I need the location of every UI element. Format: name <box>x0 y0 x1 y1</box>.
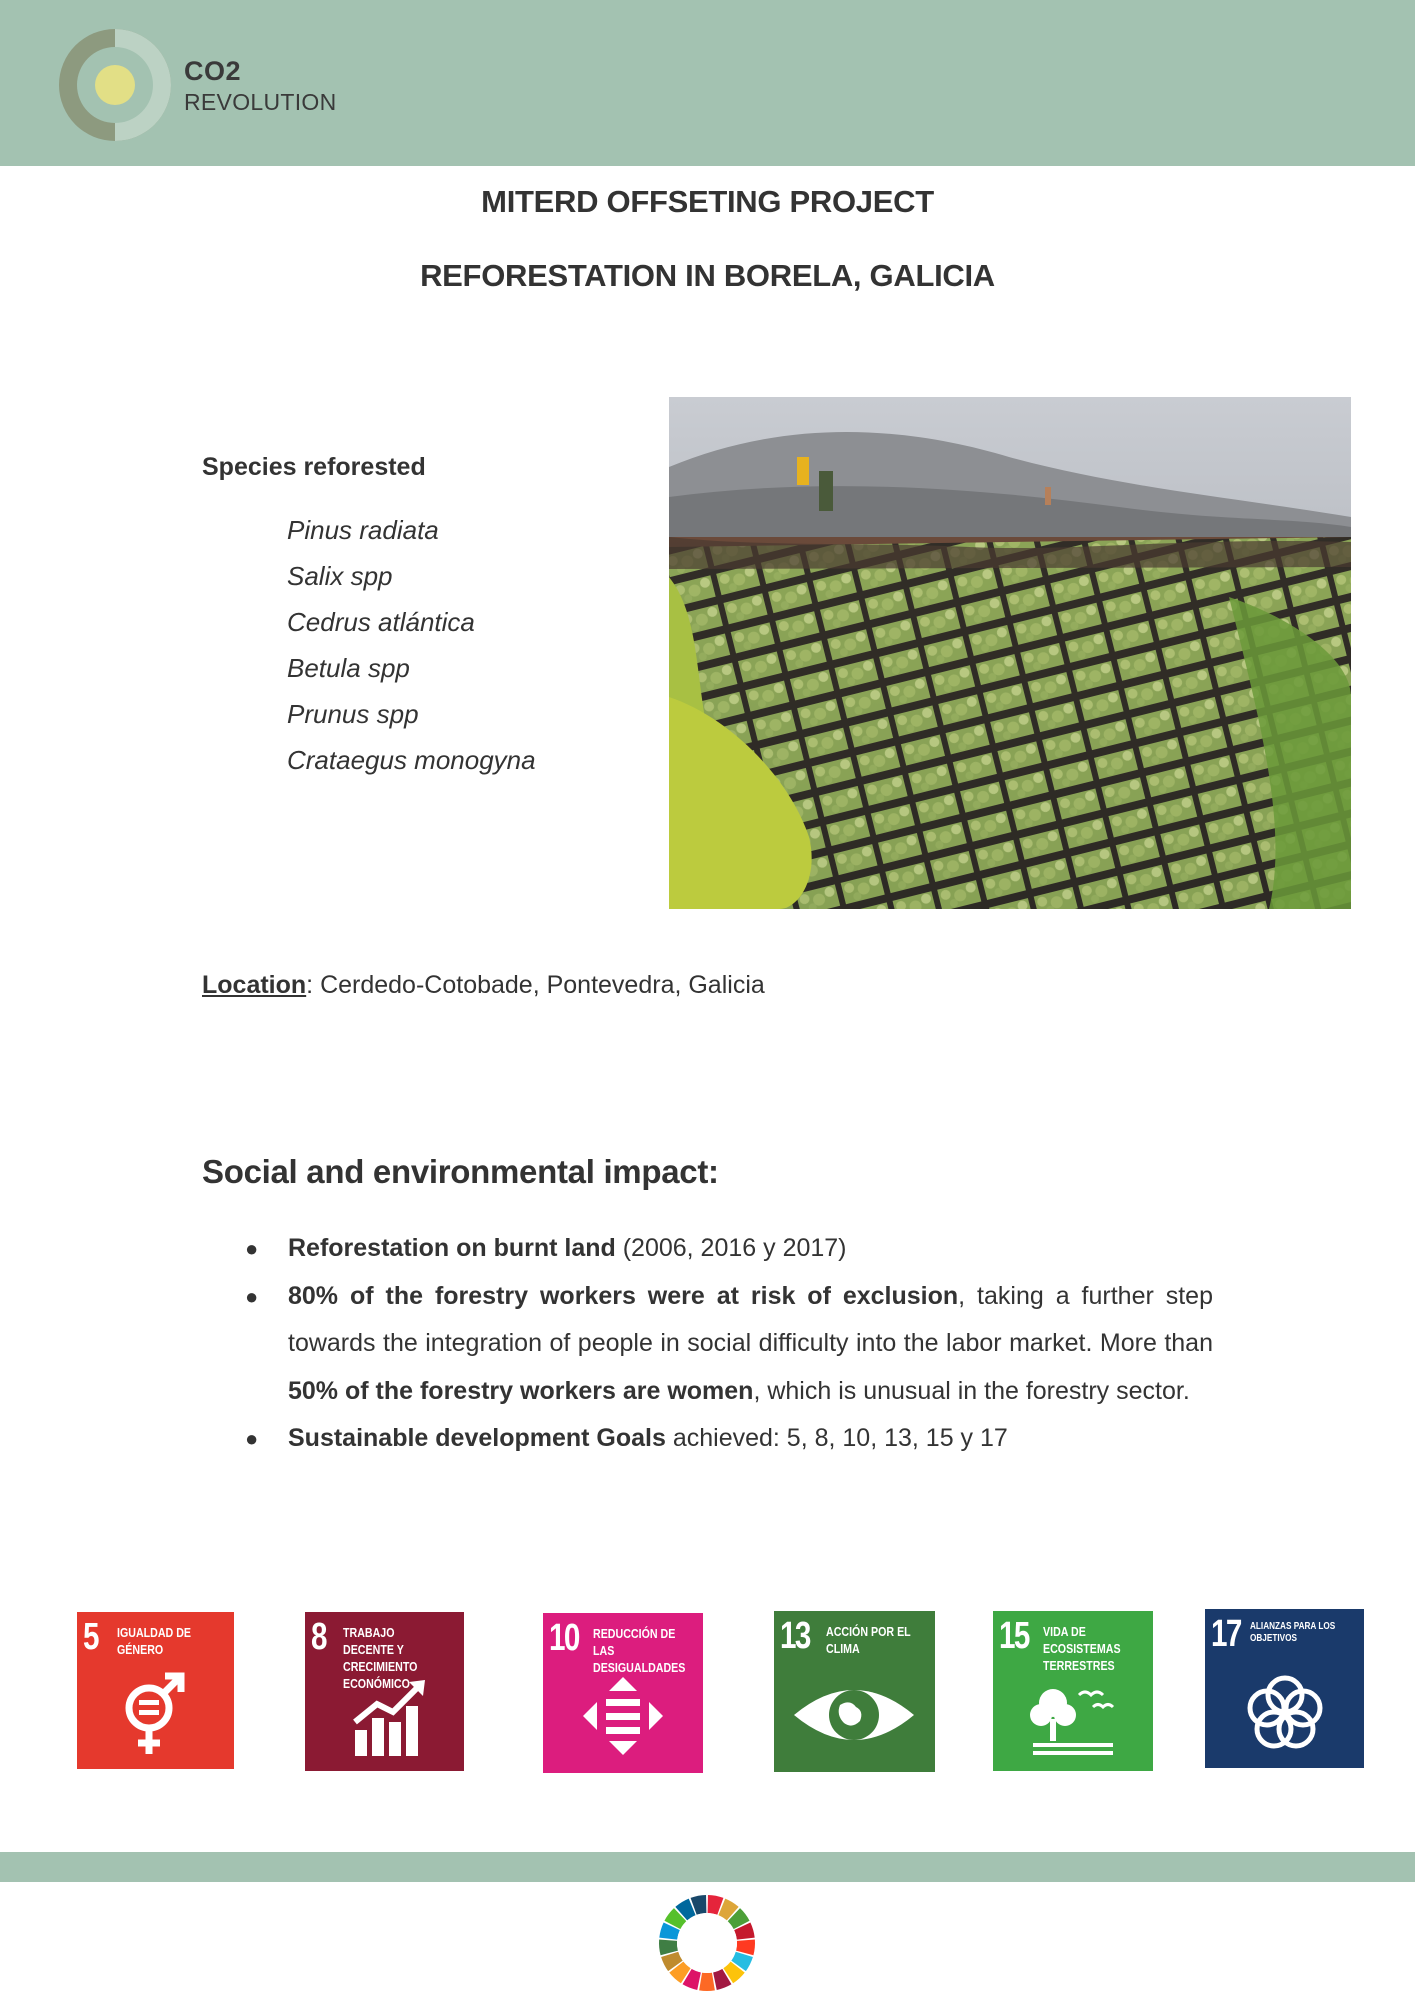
earth-eye-icon <box>774 1611 935 1772</box>
impact-item <box>245 1415 1213 1463</box>
species-item: Pinus radiata <box>287 515 439 545</box>
bullet-icon: ● <box>245 1236 259 1261</box>
bullet-icon: ● <box>245 1283 259 1309</box>
location-line <box>202 971 765 1000</box>
sdg-label: VIDA DE ECOSISTEMAS TERRESTRES <box>1043 1624 1121 1673</box>
species-list <box>287 510 536 786</box>
sdg-tile-10 <box>543 1613 703 1773</box>
sdg-number: 15 <box>999 1615 1029 1657</box>
location-label: Location <box>202 971 307 999</box>
sdg-label: ACCIÓN POR EL CLIMA <box>826 1624 911 1656</box>
impact-heading: Social and environmental impact: <box>202 1153 719 1190</box>
gender-equality-icon <box>77 1612 234 1769</box>
impact-list <box>245 1225 1213 1463</box>
species-item: Betula spp <box>287 653 410 683</box>
reforestation-photo <box>669 397 1351 909</box>
impact-text: (2006, 2016 y 2017) <box>615 1234 847 1262</box>
species-item: Prunus spp <box>287 699 419 729</box>
sdg-tile-8 <box>305 1612 464 1771</box>
impact-text-bold: 50% of the forestry workers are women <box>288 1376 754 1405</box>
species-item: Cedrus atlántica <box>287 607 475 637</box>
logo-mark-icon <box>58 28 172 142</box>
sdg-number: 10 <box>549 1617 579 1659</box>
sdg-number: 17 <box>1211 1613 1241 1655</box>
logo-text-co2: CO2 <box>184 56 242 86</box>
sdg-tile-13 <box>774 1611 935 1772</box>
sdg-number: 5 <box>83 1616 98 1658</box>
sdg-wheel-icon <box>657 1893 757 1993</box>
bullet-icon: ● <box>245 1426 259 1451</box>
sdg-number: 8 <box>311 1616 326 1658</box>
sdg-label: TRABAJO DECENTE Y CRECIMIENTO ECONÓMICO <box>343 1625 418 1691</box>
tree-birds-icon <box>993 1611 1153 1771</box>
impact-text: achieved: 5, 8, 10, 13, 15 y 17 <box>665 1424 1008 1452</box>
project-title: MITERD OFFSETING PROJECT <box>481 184 934 219</box>
partnership-rings-icon <box>1205 1609 1364 1768</box>
impact-text-bold: Sustainable development Goals <box>288 1424 666 1452</box>
sdg-label: IGUALDAD DE GÉNERO <box>117 1625 192 1657</box>
co2-revolution-logo <box>58 28 338 144</box>
sdg-tile-15 <box>993 1611 1153 1771</box>
impact-text: , taking a further step towards the integration of people in social difficulty into the labor market. More than <box>288 1281 1213 1357</box>
sdg-label: REDUCCIÓN DE LAS DESIGUALDADES <box>593 1626 686 1675</box>
wheel-segment <box>699 1973 715 1991</box>
species-item: Crataegus monogyna <box>287 745 536 775</box>
impact-text: , which is unusual in the forestry sector. <box>753 1376 1190 1405</box>
impact-item <box>245 1273 1213 1416</box>
location-value: : Cerdedo-Cotobade, Pontevedra, Galicia <box>306 971 765 999</box>
sdg-label: ALIANZAS PARA LOS OBJETIVOS <box>1250 1621 1336 1644</box>
sdg-number: 13 <box>780 1615 810 1657</box>
impact-text-bold: 80% of the forestry workers were at risk of exclusion <box>288 1281 959 1310</box>
species-item: Salix spp <box>287 561 393 591</box>
logo-text-revolution: REVOLUTION <box>184 89 337 115</box>
impact-item <box>245 1225 1213 1273</box>
equality-arrows-icon <box>543 1613 703 1773</box>
impact-text-bold: Reforestation on burnt land <box>288 1234 616 1262</box>
sdg-tile-5 <box>77 1612 234 1769</box>
project-subtitle: REFORESTATION IN BORELA, GALICIA <box>420 258 995 293</box>
growth-chart-icon <box>305 1612 464 1771</box>
sdg-tile-17 <box>1205 1609 1364 1768</box>
species-heading: Species reforested <box>202 453 426 481</box>
footer-band <box>0 1852 1415 1882</box>
